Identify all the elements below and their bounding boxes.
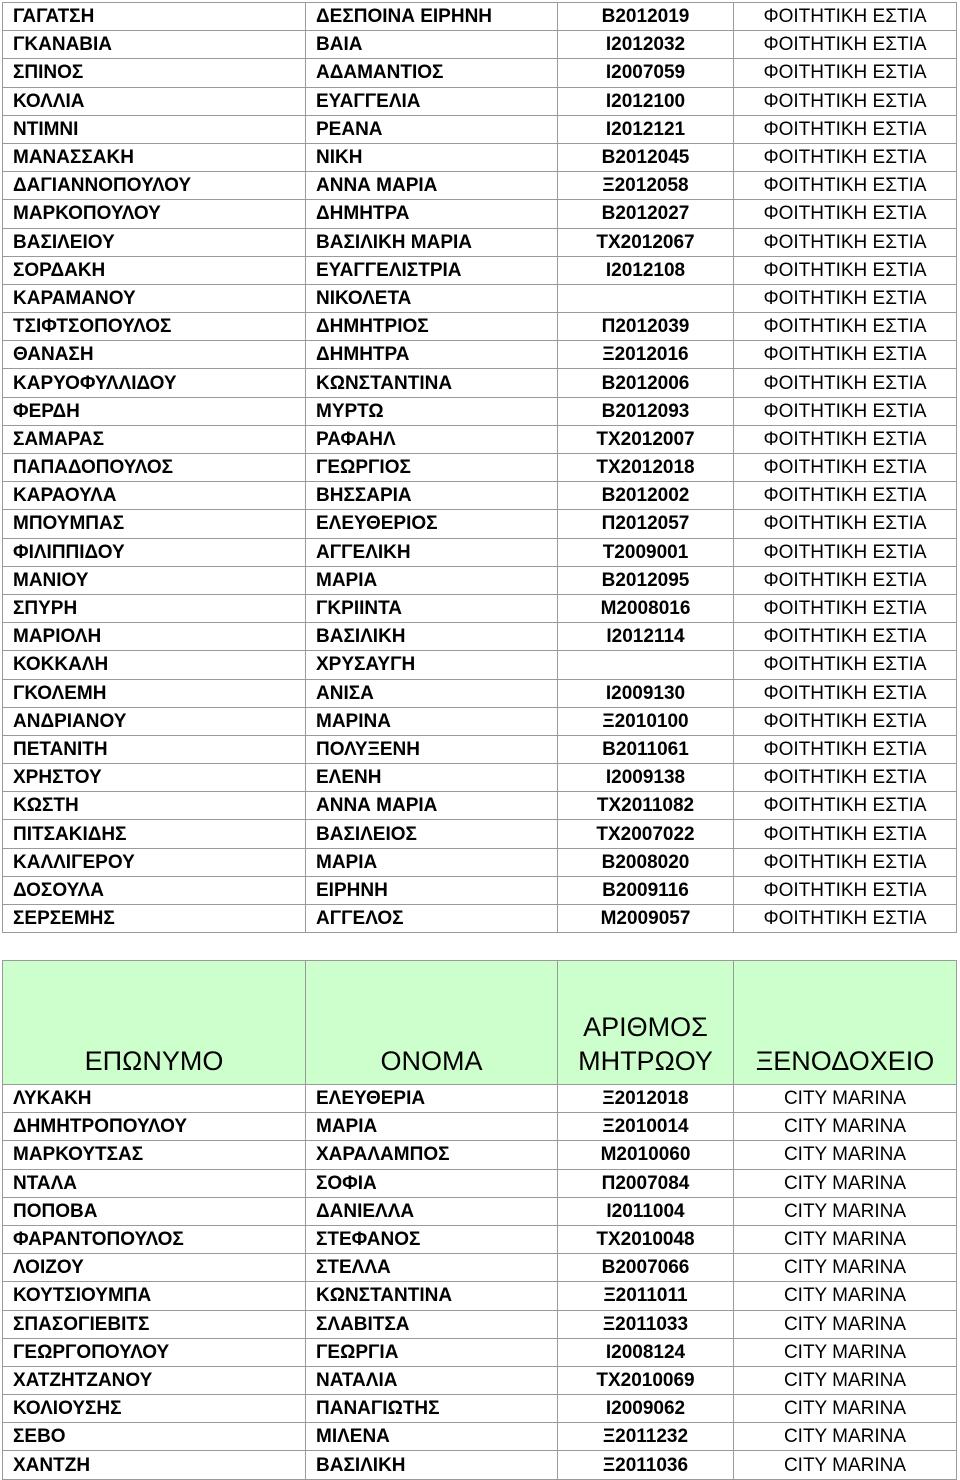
hall-cell: ΦΟΙΤΗΤΙΚΗ ΕΣΤΙΑ	[734, 341, 957, 369]
header-hotel: ΞΕΝΟΔΟΧΕΙΟ	[734, 961, 957, 1085]
name-cell: ΔΕΣΠΟΙΝΑ ΕΙΡΗΝΗ	[306, 3, 558, 31]
registration-cell: Β2009116	[558, 876, 734, 904]
hall-cell: CITY MARINA	[734, 1395, 957, 1423]
student-hall-row	[3, 566, 957, 594]
surname-cell: ΓΕΩΡΓΟΠΟΥΛΟΥ	[3, 1338, 306, 1366]
hall-cell: ΦΟΙΤΗΤΙΚΗ ΕΣΤΙΑ	[734, 566, 957, 594]
hall-cell: ΦΟΙΤΗΤΙΚΗ ΕΣΤΙΑ	[734, 510, 957, 538]
surname-cell: ΧΑΤΖΗΤΖΑΝΟΥ	[3, 1366, 306, 1394]
hotel-assignment-row	[3, 1310, 957, 1338]
registration-cell: Β2012002	[558, 482, 734, 510]
name-cell: ΑΓΓΕΛΙΚΗ	[306, 538, 558, 566]
name-cell: ΜΥΡΤΩ	[306, 397, 558, 425]
surname-cell: ΧΡΗΣΤΟΥ	[3, 764, 306, 792]
registration-cell: Β2007066	[558, 1254, 734, 1282]
student-hall-row	[3, 3, 957, 31]
name-cell: ΕΛΕΥΘΕΡΙΟΣ	[306, 510, 558, 538]
surname-cell: ΜΑΝΙΟΥ	[3, 566, 306, 594]
registration-cell: Β2012095	[558, 566, 734, 594]
hotel-assignment-row	[3, 1085, 957, 1113]
hall-cell: ΦΟΙΤΗΤΙΚΗ ΕΣΤΙΑ	[734, 172, 957, 200]
surname-cell: ΣΠΙΝΟΣ	[3, 59, 306, 87]
surname-cell: ΜΑΡΚΟΠΟΥΛΟΥ	[3, 200, 306, 228]
name-cell: ΓΚΡΙΙΝΤΑ	[306, 594, 558, 622]
student-hall-row	[3, 313, 957, 341]
surname-cell: ΝΤΑΛΑ	[3, 1169, 306, 1197]
student-hall-row	[3, 820, 957, 848]
registration-cell: Β2012093	[558, 397, 734, 425]
registration-cell: Μ2010060	[558, 1141, 734, 1169]
student-hall-row	[3, 848, 957, 876]
student-hall-row	[3, 482, 957, 510]
name-cell: ΒΗΣΣΑΡΙΑ	[306, 482, 558, 510]
name-cell: ΡΑΦΑΗΛ	[306, 425, 558, 453]
surname-cell: ΔΑΓΙΑΝΝΟΠΟΥΛΟΥ	[3, 172, 306, 200]
student-hall-row	[3, 707, 957, 735]
name-cell: ΔΑΝΙΕΛΛΑ	[306, 1197, 558, 1225]
name-cell: ΜΑΡΙΑ	[306, 848, 558, 876]
hall-cell: CITY MARINA	[734, 1451, 957, 1479]
hall-cell: ΦΟΙΤΗΤΙΚΗ ΕΣΤΙΑ	[734, 454, 957, 482]
surname-cell: ΓΑΓΑΤΣΗ	[3, 3, 306, 31]
hotel-assignment-row	[3, 1197, 957, 1225]
surname-cell: ΚΑΛΛΙΓΕΡΟΥ	[3, 848, 306, 876]
hotel-assignment-row	[3, 1451, 957, 1479]
name-cell: ΡΕΑΝΑ	[306, 115, 558, 143]
registration-cell: Ι2012121	[558, 115, 734, 143]
surname-cell: ΛΟΙΖΟΥ	[3, 1254, 306, 1282]
header-registration	[558, 961, 734, 1085]
student-hall-table-body	[3, 3, 957, 933]
surname-cell: ΦΑΡΑΝΤΟΠΟΥΛΟΣ	[3, 1225, 306, 1253]
name-cell: ΔΗΜΗΤΡΙΟΣ	[306, 313, 558, 341]
hall-cell: ΦΟΙΤΗΤΙΚΗ ΕΣΤΙΑ	[734, 256, 957, 284]
name-cell: ΔΗΜΗΤΡΑ	[306, 341, 558, 369]
hall-cell: CITY MARINA	[734, 1254, 957, 1282]
surname-cell: ΣΑΜΑΡΑΣ	[3, 425, 306, 453]
student-hall-row	[3, 369, 957, 397]
surname-cell: ΜΠΟΥΜΠΑΣ	[3, 510, 306, 538]
hall-cell: ΦΟΙΤΗΤΙΚΗ ΕΣΤΙΑ	[734, 764, 957, 792]
registration-cell: Ξ2012058	[558, 172, 734, 200]
registration-cell: Ξ2011036	[558, 1451, 734, 1479]
hall-cell: CITY MARINA	[734, 1169, 957, 1197]
name-cell: ΧΡΥΣΑΥΓΗ	[306, 651, 558, 679]
hotel-assignment-row	[3, 1225, 957, 1253]
registration-cell: Ξ2010014	[558, 1113, 734, 1141]
registration-cell: ΤΧ2010048	[558, 1225, 734, 1253]
name-cell: ΑΝΙΣΑ	[306, 679, 558, 707]
hall-cell: ΦΟΙΤΗΤΙΚΗ ΕΣΤΙΑ	[734, 538, 957, 566]
name-cell: ΕΙΡΗΝΗ	[306, 876, 558, 904]
surname-cell: ΚΩΣΤΗ	[3, 792, 306, 820]
student-hall-row	[3, 510, 957, 538]
registration-cell: Ι2012114	[558, 623, 734, 651]
surname-cell: ΚΑΡΑΟΥΛΑ	[3, 482, 306, 510]
hotel-assignment-table-body	[3, 1085, 957, 1480]
name-cell: ΚΩΝΣΤΑΝΤΙΝΑ	[306, 1282, 558, 1310]
student-hall-row	[3, 228, 957, 256]
registration-cell	[558, 651, 734, 679]
registration-cell: ΤΧ2010069	[558, 1366, 734, 1394]
hotel-assignment-row	[3, 1169, 957, 1197]
registration-cell: Β2012006	[558, 369, 734, 397]
registration-cell: Μ2009057	[558, 905, 734, 933]
student-hall-row	[3, 735, 957, 763]
hall-cell: ΦΟΙΤΗΤΙΚΗ ΕΣΤΙΑ	[734, 876, 957, 904]
surname-cell: ΠΑΠΑΔΟΠΟΥΛΟΣ	[3, 454, 306, 482]
hotel-assignment-row	[3, 1395, 957, 1423]
student-hall-row	[3, 341, 957, 369]
name-cell: ΣΤΕΦΑΝΟΣ	[306, 1225, 558, 1253]
hotel-table-header	[3, 961, 957, 1085]
header-row	[3, 961, 957, 1085]
registration-cell: Ξ2011011	[558, 1282, 734, 1310]
surname-cell: ΜΑΡΚΟΥΤΣΑΣ	[3, 1141, 306, 1169]
hotel-assignment-row	[3, 1282, 957, 1310]
hall-cell: ΦΟΙΤΗΤΙΚΗ ΕΣΤΙΑ	[734, 482, 957, 510]
name-cell: ΝΙΚΟΛΕΤΑ	[306, 284, 558, 312]
hotel-assignment-table	[2, 960, 957, 1480]
surname-cell: ΛΥΚΑΚΗ	[3, 1085, 306, 1113]
surname-cell: ΓΚΟΛΕΜΗ	[3, 679, 306, 707]
name-cell: ΝΑΤΑΛΙΑ	[306, 1366, 558, 1394]
hall-cell: CITY MARINA	[734, 1225, 957, 1253]
surname-cell: ΘΑΝΑΣΗ	[3, 341, 306, 369]
hall-cell: CITY MARINA	[734, 1085, 957, 1113]
registration-cell: Β2008020	[558, 848, 734, 876]
hotel-assignment-row	[3, 1254, 957, 1282]
hall-cell: CITY MARINA	[734, 1282, 957, 1310]
student-hall-row	[3, 792, 957, 820]
surname-cell: ΚΑΡΑΜΑΝΟΥ	[3, 284, 306, 312]
name-cell: ΜΙΛΕΝΑ	[306, 1423, 558, 1451]
registration-cell: ΤΧ2012007	[558, 425, 734, 453]
surname-cell: ΓΚΑΝΑΒΙΑ	[3, 31, 306, 59]
student-hall-row	[3, 876, 957, 904]
name-cell: ΑΓΓΕΛΟΣ	[306, 905, 558, 933]
registration-cell: Π2012039	[558, 313, 734, 341]
hall-cell: ΦΟΙΤΗΤΙΚΗ ΕΣΤΙΑ	[734, 115, 957, 143]
hall-cell: CITY MARINA	[734, 1310, 957, 1338]
student-hall-row	[3, 143, 957, 171]
name-cell: ΓΕΩΡΓΙΑ	[306, 1338, 558, 1366]
hall-cell: CITY MARINA	[734, 1423, 957, 1451]
surname-cell: ΧΑΝΤΖΗ	[3, 1451, 306, 1479]
name-cell: ΔΗΜΗΤΡΑ	[306, 200, 558, 228]
hall-cell: ΦΟΙΤΗΤΙΚΗ ΕΣΤΙΑ	[734, 679, 957, 707]
surname-cell: ΔΟΣΟΥΛΑ	[3, 876, 306, 904]
student-hall-row	[3, 87, 957, 115]
registration-cell: Ι2009138	[558, 764, 734, 792]
registration-cell: Μ2008016	[558, 594, 734, 622]
student-hall-row	[3, 764, 957, 792]
registration-cell: Ι2012032	[558, 31, 734, 59]
registration-cell: ΤΧ2012067	[558, 228, 734, 256]
name-cell: ΝΙΚΗ	[306, 143, 558, 171]
name-cell: ΜΑΡΙΑ	[306, 566, 558, 594]
hall-cell: ΦΟΙΤΗΤΙΚΗ ΕΣΤΙΑ	[734, 397, 957, 425]
surname-cell: ΚΟΛΛΙΑ	[3, 87, 306, 115]
hall-cell: CITY MARINA	[734, 1338, 957, 1366]
hall-cell: ΦΟΙΤΗΤΙΚΗ ΕΣΤΙΑ	[734, 369, 957, 397]
hall-cell: ΦΟΙΤΗΤΙΚΗ ΕΣΤΙΑ	[734, 792, 957, 820]
hotel-assignment-row	[3, 1113, 957, 1141]
name-cell: ΒΑΣΙΛΙΚΗ	[306, 1451, 558, 1479]
hotel-assignment-row	[3, 1338, 957, 1366]
hall-cell: ΦΟΙΤΗΤΙΚΗ ΕΣΤΙΑ	[734, 228, 957, 256]
hall-cell: CITY MARINA	[734, 1197, 957, 1225]
hotel-assignment-row	[3, 1141, 957, 1169]
name-cell: ΒΑΣΙΛΙΚΗ	[306, 623, 558, 651]
student-hall-row	[3, 200, 957, 228]
registration-cell: Ξ2012018	[558, 1085, 734, 1113]
student-hall-row	[3, 454, 957, 482]
name-cell: ΓΕΩΡΓΙΟΣ	[306, 454, 558, 482]
hotel-assignment-row	[3, 1423, 957, 1451]
hall-cell: ΦΟΙΤΗΤΙΚΗ ΕΣΤΙΑ	[734, 313, 957, 341]
name-cell: ΒΑΣΙΛΕΙΟΣ	[306, 820, 558, 848]
name-cell: ΣΤΕΛΛΑ	[306, 1254, 558, 1282]
hall-cell: ΦΟΙΤΗΤΙΚΗ ΕΣΤΙΑ	[734, 3, 957, 31]
registration-cell	[558, 284, 734, 312]
surname-cell: ΦΕΡΔΗ	[3, 397, 306, 425]
hall-cell: CITY MARINA	[734, 1113, 957, 1141]
surname-cell: ΜΑΡΙΟΛΗ	[3, 623, 306, 651]
hall-cell: CITY MARINA	[734, 1366, 957, 1394]
hall-cell: ΦΟΙΤΗΤΙΚΗ ΕΣΤΙΑ	[734, 905, 957, 933]
name-cell: ΒΑΙΑ	[306, 31, 558, 59]
surname-cell: ΒΑΣΙΛΕΙΟΥ	[3, 228, 306, 256]
surname-cell: ΜΑΝΑΣΣΑΚΗ	[3, 143, 306, 171]
registration-cell: Ξ2011033	[558, 1310, 734, 1338]
name-cell: ΕΛΕΝΗ	[306, 764, 558, 792]
surname-cell: ΠΟΠΟΒΑ	[3, 1197, 306, 1225]
surname-cell: ΑΝΔΡΙΑΝΟΥ	[3, 707, 306, 735]
hall-cell: ΦΟΙΤΗΤΙΚΗ ΕΣΤΙΑ	[734, 284, 957, 312]
hall-cell: ΦΟΙΤΗΤΙΚΗ ΕΣΤΙΑ	[734, 425, 957, 453]
student-hall-row	[3, 905, 957, 933]
student-hall-row	[3, 284, 957, 312]
surname-cell: ΣΠΥΡΗ	[3, 594, 306, 622]
registration-cell: Ι2007059	[558, 59, 734, 87]
name-cell: ΒΑΣΙΛΙΚΗ ΜΑΡΙΑ	[306, 228, 558, 256]
surname-cell: ΣΟΡΔΑΚΗ	[3, 256, 306, 284]
student-hall-row	[3, 651, 957, 679]
header-name: ΟΝΟΜΑ	[306, 961, 558, 1085]
student-hall-row	[3, 623, 957, 651]
name-cell: ΜΑΡΙΝΑ	[306, 707, 558, 735]
registration-cell: Π2007084	[558, 1169, 734, 1197]
surname-cell: ΚΟΛΙΟΥΣΗΣ	[3, 1395, 306, 1423]
hall-cell: ΦΟΙΤΗΤΙΚΗ ΕΣΤΙΑ	[734, 820, 957, 848]
name-cell: ΣΟΦΙΑ	[306, 1169, 558, 1197]
hall-cell: ΦΟΙΤΗΤΙΚΗ ΕΣΤΙΑ	[734, 59, 957, 87]
surname-cell: ΚΟΚΚΑΛΗ	[3, 651, 306, 679]
registration-cell: Β2012045	[558, 143, 734, 171]
registration-cell: Π2012057	[558, 510, 734, 538]
name-cell: ΧΑΡΑΛΑΜΠΟΣ	[306, 1141, 558, 1169]
student-hall-row	[3, 397, 957, 425]
name-cell: ΑΝΝΑ ΜΑΡΙΑ	[306, 172, 558, 200]
hall-cell: ΦΟΙΤΗΤΙΚΗ ΕΣΤΙΑ	[734, 848, 957, 876]
registration-cell: Ι2008124	[558, 1338, 734, 1366]
name-cell: ΚΩΝΣΤΑΝΤΙΝΑ	[306, 369, 558, 397]
surname-cell: ΔΗΜΗΤΡΟΠΟΥΛΟΥ	[3, 1113, 306, 1141]
surname-cell: ΠΕΤΑΝΙΤΗ	[3, 735, 306, 763]
student-hall-row	[3, 172, 957, 200]
hall-cell: ΦΟΙΤΗΤΙΚΗ ΕΣΤΙΑ	[734, 651, 957, 679]
hall-cell: ΦΟΙΤΗΤΙΚΗ ΕΣΤΙΑ	[734, 31, 957, 59]
student-hall-row	[3, 115, 957, 143]
surname-cell: ΝΤΙΜΝΙ	[3, 115, 306, 143]
name-cell: ΕΛΕΥΘΕΡΙΑ	[306, 1085, 558, 1113]
student-hall-row	[3, 256, 957, 284]
surname-cell: ΣΠΑΣΟΓΙΕΒΙΤΣ	[3, 1310, 306, 1338]
registration-cell: Β2012019	[558, 3, 734, 31]
name-cell: ΕΥΑΓΓΕΛΙΣΤΡΙΑ	[306, 256, 558, 284]
surname-cell: ΣΕΒΟ	[3, 1423, 306, 1451]
registration-cell: ΤΧ2012018	[558, 454, 734, 482]
registration-cell: Ξ2010100	[558, 707, 734, 735]
student-hall-table	[2, 2, 957, 933]
student-hall-row	[3, 594, 957, 622]
hall-cell: ΦΟΙΤΗΤΙΚΗ ΕΣΤΙΑ	[734, 623, 957, 651]
student-hall-row	[3, 31, 957, 59]
registration-cell: ΤΧ2007022	[558, 820, 734, 848]
registration-cell: Ι2012108	[558, 256, 734, 284]
student-hall-row	[3, 425, 957, 453]
header-registration-line1: ΑΡΙΘΜΟΣ	[583, 1012, 708, 1042]
surname-cell: ΚΑΡΥΟΦΥΛΛΙΔΟΥ	[3, 369, 306, 397]
surname-cell: ΣΕΡΣΕΜΗΣ	[3, 905, 306, 933]
name-cell: ΠΟΛΥΞΕΝΗ	[306, 735, 558, 763]
hall-cell: ΦΟΙΤΗΤΙΚΗ ΕΣΤΙΑ	[734, 87, 957, 115]
header-surname: ΕΠΩΝΥΜΟ	[3, 961, 306, 1085]
name-cell: ΕΥΑΓΓΕΛΙΑ	[306, 87, 558, 115]
name-cell: ΑΝΝΑ ΜΑΡΙΑ	[306, 792, 558, 820]
header-registration-line2: ΜΗΤΡΩΟΥ	[578, 1046, 713, 1076]
surname-cell: ΠΙΤΣΑΚΙΔΗΣ	[3, 820, 306, 848]
registration-cell: Β2012027	[558, 200, 734, 228]
registration-cell: Ξ2012016	[558, 341, 734, 369]
registration-cell: Ι2009062	[558, 1395, 734, 1423]
hall-cell: CITY MARINA	[734, 1141, 957, 1169]
hotel-assignment-row	[3, 1366, 957, 1394]
registration-cell: Ξ2011232	[558, 1423, 734, 1451]
student-hall-row	[3, 679, 957, 707]
name-cell: ΠΑΝΑΓΙΩΤΗΣ	[306, 1395, 558, 1423]
name-cell: ΑΔΑΜΑΝΤΙΟΣ	[306, 59, 558, 87]
registration-cell: Ι2009130	[558, 679, 734, 707]
registration-cell: Ι2011004	[558, 1197, 734, 1225]
hall-cell: ΦΟΙΤΗΤΙΚΗ ΕΣΤΙΑ	[734, 735, 957, 763]
surname-cell: ΚΟΥΤΣΙΟΥΜΠΑ	[3, 1282, 306, 1310]
registration-cell: Ι2012100	[558, 87, 734, 115]
registration-cell: Β2011061	[558, 735, 734, 763]
surname-cell: ΤΣΙΦΤΣΟΠΟΥΛΟΣ	[3, 313, 306, 341]
hall-cell: ΦΟΙΤΗΤΙΚΗ ΕΣΤΙΑ	[734, 594, 957, 622]
name-cell: ΣΛΑΒΙΤΣΑ	[306, 1310, 558, 1338]
registration-cell: ΤΧ2011082	[558, 792, 734, 820]
hall-cell: ΦΟΙΤΗΤΙΚΗ ΕΣΤΙΑ	[734, 143, 957, 171]
student-hall-row	[3, 538, 957, 566]
name-cell: ΜΑΡΙΑ	[306, 1113, 558, 1141]
student-hall-row	[3, 59, 957, 87]
hall-cell: ΦΟΙΤΗΤΙΚΗ ΕΣΤΙΑ	[734, 707, 957, 735]
hall-cell: ΦΟΙΤΗΤΙΚΗ ΕΣΤΙΑ	[734, 200, 957, 228]
registration-cell: Τ2009001	[558, 538, 734, 566]
surname-cell: ΦΙΛΙΠΠΙΔΟΥ	[3, 538, 306, 566]
